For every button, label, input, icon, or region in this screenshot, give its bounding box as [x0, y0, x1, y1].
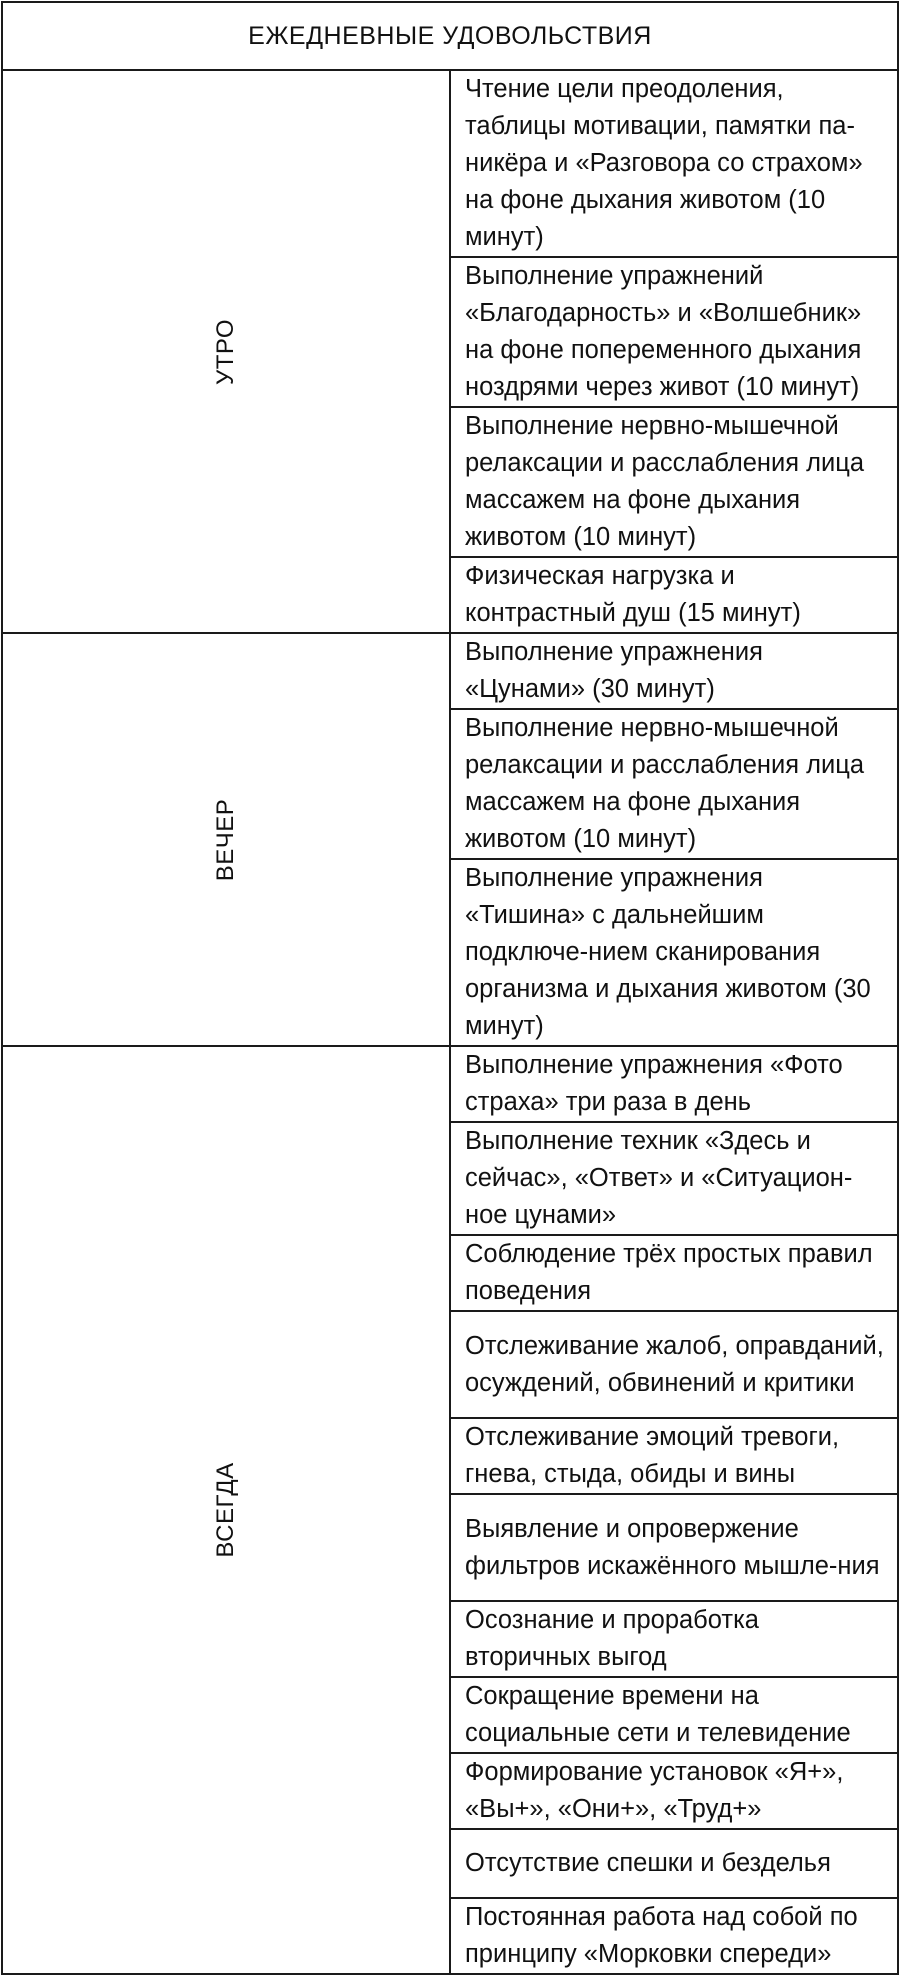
list-item: Постоянная работа над собой по принципу «Морковки спереди» [450, 1898, 898, 1974]
table-row [2, 1046, 898, 1122]
list-item: Выполнение упражнения «Тишина» с дальнейшим подключе-нием сканирования организма и дыхания животом (30 минут) [450, 859, 898, 1046]
list-item: Отслеживание эмоций тревоги, гнева, стыда, обиды и вины [450, 1418, 898, 1494]
list-item: Физическая нагрузка и контрастный душ (15 минут) [450, 557, 898, 633]
table-row [2, 633, 898, 709]
list-item: Выполнение нервно-мышечной релаксации и расслабления лица массажем на фоне дыхания животом (10 минут) [450, 407, 898, 557]
section-cell-morning [2, 70, 450, 633]
list-item: Формирование установок «Я+», «Вы+», «Они+», «Труд+» [450, 1753, 898, 1829]
list-item: Выполнение упражнений «Благодарность» и «Волшебник» на фоне попеременного дыхания ноздрями через живот (10 минут) [450, 257, 898, 407]
list-item: Соблюдение трёх простых правил поведения [450, 1235, 898, 1311]
table-title: ЕЖЕДНЕВНЫЕ УДОВОЛЬСТВИЯ [2, 2, 898, 70]
title-row [2, 2, 898, 70]
list-item: Сокращение времени на социальные сети и телевидение [450, 1677, 898, 1753]
section-label-always: ВСЕГДА [212, 1462, 239, 1558]
list-item: Выполнение техник «Здесь и сейчас», «Ответ» и «Ситуацион-ное цунами» [450, 1122, 898, 1235]
list-item: Чтение цели преодоления, таблицы мотивации, памятки па-никёра и «Разговора со страхом» на фоне дыхания животом (10 минут) [450, 70, 898, 257]
list-item: Выполнение нервно-мышечной релаксации и расслабления лица массажем на фоне дыхания животом (10 минут) [450, 709, 898, 859]
list-item: Выполнение упражнения «Цунами» (30 минут) [450, 633, 898, 709]
table-row [2, 70, 898, 257]
list-item: Выполнение упражнения «Фото страха» три раза в день [450, 1046, 898, 1122]
list-item: Отсутствие спешки и безделья [450, 1829, 898, 1898]
list-item: Отслеживание жалоб, оправданий, осуждений, обвинений и критики [450, 1311, 898, 1418]
list-item: Выявление и опровержение фильтров искажённого мышле-ния [450, 1494, 898, 1601]
section-cell-always [2, 1046, 450, 1974]
section-label-evening: ВЕЧЕР [212, 798, 239, 881]
list-item: Осознание и проработка вторичных выгод [450, 1601, 898, 1677]
section-cell-evening [2, 633, 450, 1046]
daily-pleasures-table [1, 1, 899, 1975]
section-label-morning: УТРО [212, 318, 239, 385]
